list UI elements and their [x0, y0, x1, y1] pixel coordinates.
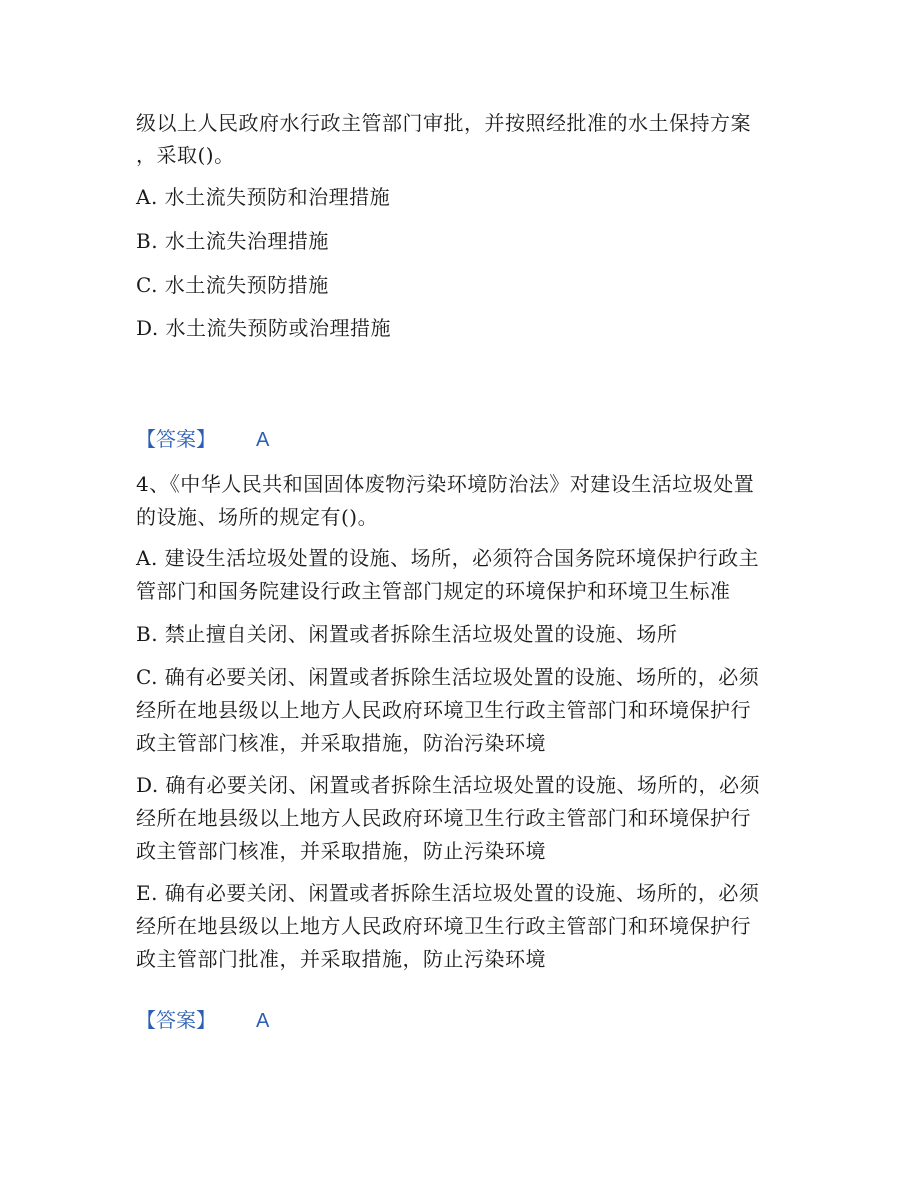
q4-option-e-line-3: 政主管部门批准，并采取措施，防止污染环境	[136, 947, 546, 971]
q3-option-d: D. 水土流失预防或治理措施	[136, 316, 392, 340]
q4-option-c-line-1: C. 确有必要关闭、闲置或者拆除生活垃圾处置的设施、场所的，必须	[136, 665, 760, 689]
q4-answer	[136, 1005, 269, 1036]
q4-option-e-line-1: E. 确有必要关闭、闲置或者拆除生活垃圾处置的设施、场所的，必须	[136, 881, 760, 905]
q3-answer-value: A	[256, 429, 270, 451]
q4-stem-line-1: 4、《中华人民共和国固体废物污染环境防治法》对建设生活垃圾处置	[136, 472, 755, 496]
q3-answer-tag: 【答案】	[136, 427, 216, 451]
q4-answer-value: A	[256, 1010, 270, 1032]
q4-option-d-line-2: 经所在地县级以上地方人民政府环境卫生行政主管部门和环境保护行	[136, 806, 751, 830]
q4-option-d-line-3: 政主管部门核准，并采取措施，防止污染环境	[136, 839, 546, 863]
q4-stem-line-2: 的设施、场所的规定有()。	[136, 505, 379, 529]
q3-stem-line-2: ，采取()。	[136, 143, 235, 167]
q4-option-b: B. 禁止擅自关闭、闲置或者拆除生活垃圾处置的设施、场所	[136, 622, 678, 646]
q3-answer	[136, 424, 269, 455]
q4-option-d-line-1: D. 确有必要关闭、闲置或者拆除生活垃圾处置的设施、场所的，必须	[136, 773, 761, 797]
q4-answer-tag: 【答案】	[136, 1008, 216, 1032]
q4-option-a-line-2: 管部门和国务院建设行政主管部门规定的环境保护和环境卫生标准	[136, 579, 731, 603]
q3-stem-line-1: 级以上人民政府水行政主管部门审批，并按照经批准的水土保持方案	[136, 111, 751, 135]
q3-option-b: B. 水土流失治理措施	[136, 229, 329, 253]
q4-option-a-line-1: A. 建设生活垃圾处置的设施、场所，必须符合国务院环境保护行政主	[136, 546, 760, 570]
q3-option-c: C. 水土流失预防措施	[136, 273, 329, 297]
q4-option-c-line-3: 政主管部门核准，并采取措施，防治污染环境	[136, 731, 546, 755]
q4-option-e-line-2: 经所在地县级以上地方人民政府环境卫生行政主管部门和环境保护行	[136, 914, 751, 938]
q4-option-c-line-2: 经所在地县级以上地方人民政府环境卫生行政主管部门和环境保护行	[136, 698, 751, 722]
q3-option-a: A. 水土流失预防和治理措施	[136, 185, 391, 209]
